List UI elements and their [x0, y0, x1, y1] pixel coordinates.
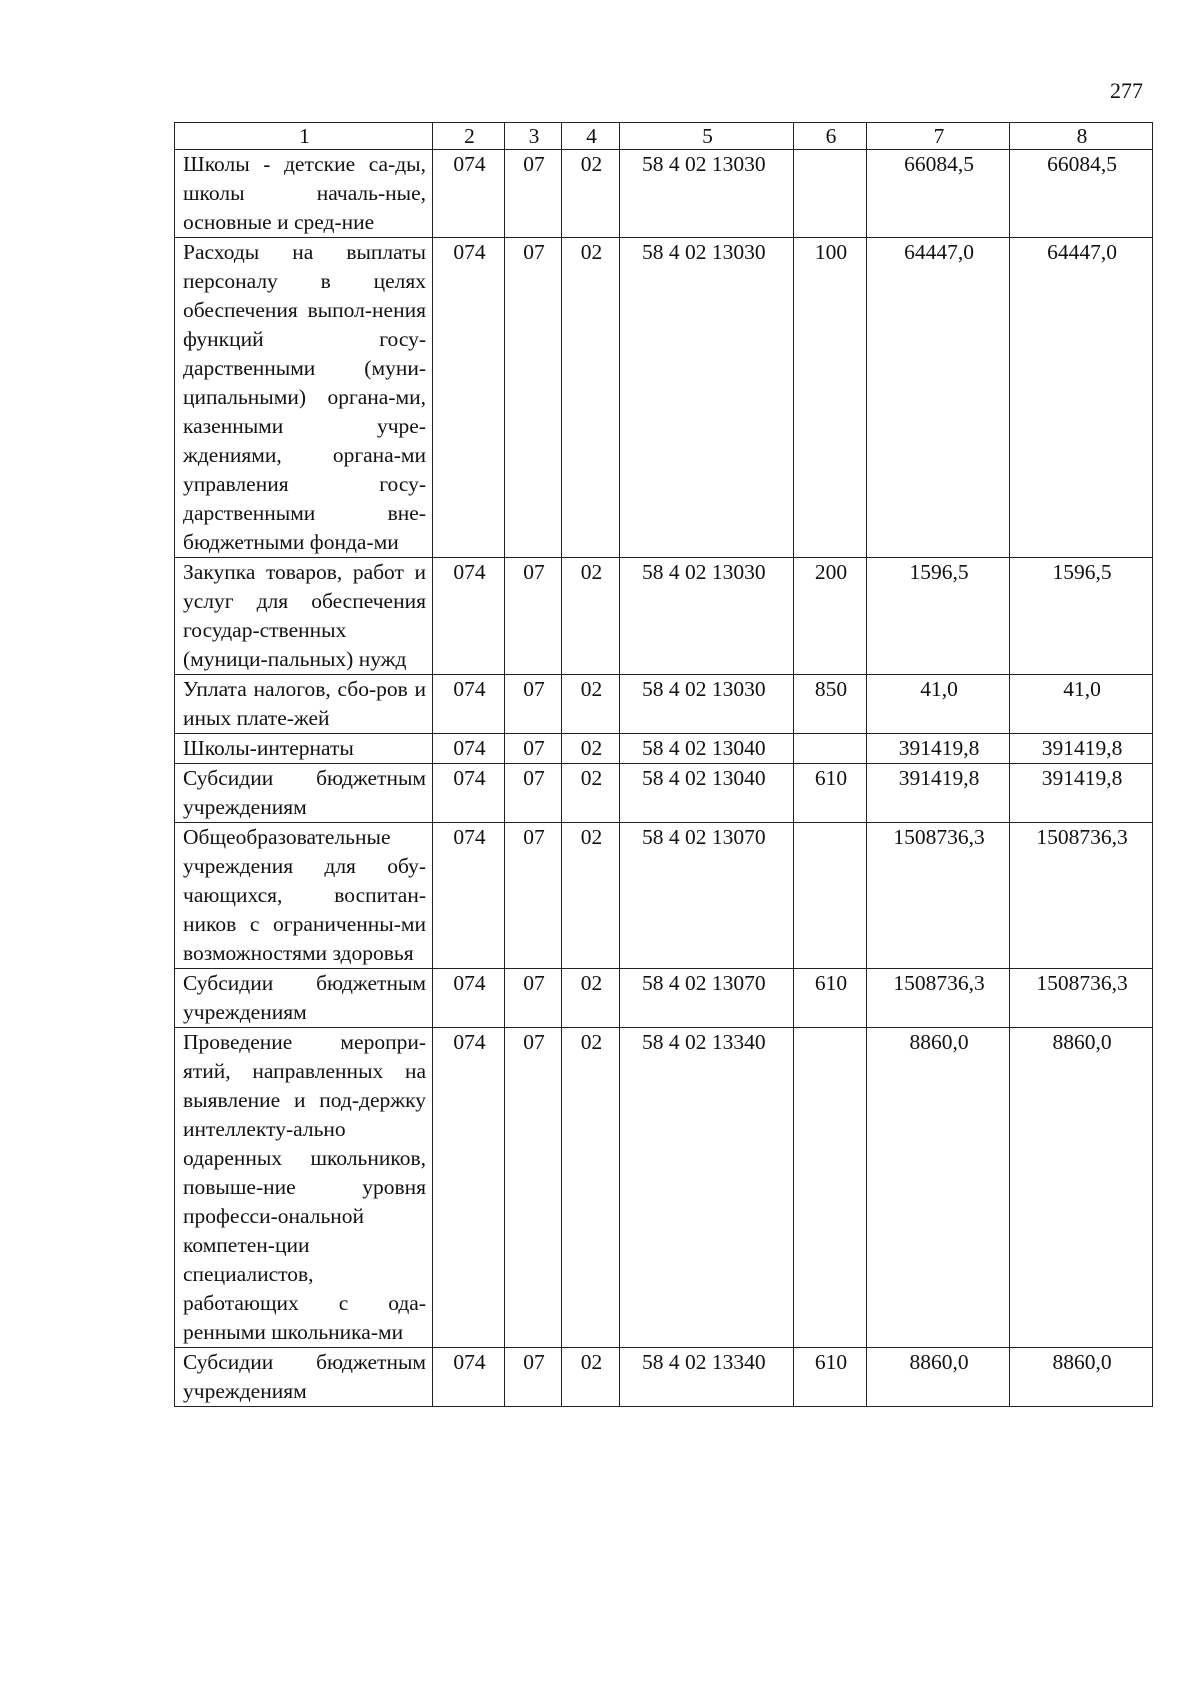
cell-amount-2: 8860,0	[1010, 1348, 1153, 1407]
cell-target-article: 58 4 02 13040	[620, 734, 794, 764]
cell-subsection: 02	[562, 969, 620, 1028]
header-cell-6: 6	[794, 123, 867, 150]
cell-target-article: 58 4 02 13070	[620, 969, 794, 1028]
cell-target-article: 58 4 02 13030	[620, 558, 794, 675]
cell-section: 07	[505, 558, 562, 675]
cell-amount-1: 8860,0	[867, 1348, 1010, 1407]
cell-amount-2: 391419,8	[1010, 764, 1153, 823]
header-cell-1: 1	[175, 123, 433, 150]
cell-expense-type	[794, 734, 867, 764]
cell-ministry-code: 074	[433, 734, 505, 764]
table-row	[175, 823, 1153, 969]
cell-amount-2: 1508736,3	[1010, 969, 1153, 1028]
row-name: Субсидии бюджетным учреждениям	[175, 969, 433, 1028]
cell-section: 07	[505, 969, 562, 1028]
cell-amount-2: 8860,0	[1010, 1028, 1153, 1348]
cell-amount-1: 391419,8	[867, 764, 1010, 823]
cell-amount-2: 1596,5	[1010, 558, 1153, 675]
page-number: 277	[1110, 78, 1143, 103]
cell-target-article: 58 4 02 13030	[620, 238, 794, 558]
cell-target-article: 58 4 02 13070	[620, 823, 794, 969]
cell-ministry-code: 074	[433, 764, 505, 823]
cell-amount-1: 391419,8	[867, 734, 1010, 764]
cell-expense-type: 610	[794, 764, 867, 823]
cell-amount-1: 1508736,3	[867, 823, 1010, 969]
cell-target-article: 58 4 02 13340	[620, 1348, 794, 1407]
cell-ministry-code: 074	[433, 1028, 505, 1348]
cell-ministry-code: 074	[433, 238, 505, 558]
cell-section: 07	[505, 150, 562, 238]
row-name: Закупка товаров, работ и услуг для обеспечения государ-ственных (муници-пальных) нужд	[175, 558, 433, 675]
row-name: Расходы на выплаты персоналу в целях обеспечения выпол-нения функций госу-дарственными (муни-ципальными) органа-ми, казенными учре-ждениями, органа-ми управления госу-дарственными вне-бюджетными фонда-ми	[175, 238, 433, 558]
row-name: Субсидии бюджетным учреждениям	[175, 764, 433, 823]
header-cell-4: 4	[562, 123, 620, 150]
cell-subsection: 02	[562, 734, 620, 764]
table-row	[175, 734, 1153, 764]
cell-section: 07	[505, 734, 562, 764]
cell-amount-1: 1596,5	[867, 558, 1010, 675]
cell-subsection: 02	[562, 823, 620, 969]
header-cell-5: 5	[620, 123, 794, 150]
table-row	[175, 764, 1153, 823]
row-name: Проведение меропри-ятий, направленных на выявление и под-держку интеллекту-ально одаренных школьников, повыше-ние уровня професси-ональной компетен-ции специалистов, работающих с ода-ренными школьника-ми	[175, 1028, 433, 1348]
cell-section: 07	[505, 675, 562, 734]
cell-amount-1: 1508736,3	[867, 969, 1010, 1028]
cell-amount-1: 64447,0	[867, 238, 1010, 558]
header-cell-2: 2	[433, 123, 505, 150]
table-row	[175, 675, 1153, 734]
cell-expense-type: 610	[794, 1348, 867, 1407]
cell-amount-1: 8860,0	[867, 1028, 1010, 1348]
cell-ministry-code: 074	[433, 969, 505, 1028]
cell-expense-type: 850	[794, 675, 867, 734]
cell-amount-2: 391419,8	[1010, 734, 1153, 764]
table-row	[175, 150, 1153, 238]
row-name: Школы-интернаты	[175, 734, 433, 764]
header-cell-8: 8	[1010, 123, 1153, 150]
cell-ministry-code: 074	[433, 558, 505, 675]
cell-ministry-code: 074	[433, 823, 505, 969]
row-name: Уплата налогов, сбо-ров и иных плате-жей	[175, 675, 433, 734]
row-name: Общеобразовательные учреждения для обу-чающихся, воспитан-ников с ограниченны-ми возможностями здоровья	[175, 823, 433, 969]
cell-subsection: 02	[562, 675, 620, 734]
cell-section: 07	[505, 823, 562, 969]
cell-subsection: 02	[562, 150, 620, 238]
cell-section: 07	[505, 764, 562, 823]
header-row	[175, 123, 1153, 150]
table-row	[175, 1028, 1153, 1348]
cell-section: 07	[505, 1348, 562, 1407]
cell-expense-type: 610	[794, 969, 867, 1028]
cell-amount-2: 41,0	[1010, 675, 1153, 734]
cell-expense-type: 100	[794, 238, 867, 558]
table-row	[175, 1348, 1153, 1407]
cell-section: 07	[505, 1028, 562, 1348]
cell-amount-1: 66084,5	[867, 150, 1010, 238]
cell-amount-1: 41,0	[867, 675, 1010, 734]
cell-subsection: 02	[562, 1028, 620, 1348]
budget-table	[174, 122, 1153, 1407]
cell-ministry-code: 074	[433, 675, 505, 734]
cell-section: 07	[505, 238, 562, 558]
cell-target-article: 58 4 02 13040	[620, 764, 794, 823]
header-cell-3: 3	[505, 123, 562, 150]
cell-subsection: 02	[562, 1348, 620, 1407]
table-row	[175, 558, 1153, 675]
cell-target-article: 58 4 02 13030	[620, 150, 794, 238]
cell-expense-type: 200	[794, 558, 867, 675]
row-name: Субсидии бюджетным учреждениям	[175, 1348, 433, 1407]
cell-subsection: 02	[562, 558, 620, 675]
cell-target-article: 58 4 02 13030	[620, 675, 794, 734]
cell-amount-2: 66084,5	[1010, 150, 1153, 238]
table-row	[175, 238, 1153, 558]
cell-expense-type	[794, 1028, 867, 1348]
cell-subsection: 02	[562, 238, 620, 558]
table-row	[175, 969, 1153, 1028]
cell-ministry-code: 074	[433, 150, 505, 238]
row-name: Школы - детские са-ды, школы началь-ные, основные и сред-ние	[175, 150, 433, 238]
cell-expense-type	[794, 823, 867, 969]
cell-subsection: 02	[562, 764, 620, 823]
header-cell-7: 7	[867, 123, 1010, 150]
cell-expense-type	[794, 150, 867, 238]
cell-ministry-code: 074	[433, 1348, 505, 1407]
cell-amount-2: 64447,0	[1010, 238, 1153, 558]
cell-target-article: 58 4 02 13340	[620, 1028, 794, 1348]
cell-amount-2: 1508736,3	[1010, 823, 1153, 969]
